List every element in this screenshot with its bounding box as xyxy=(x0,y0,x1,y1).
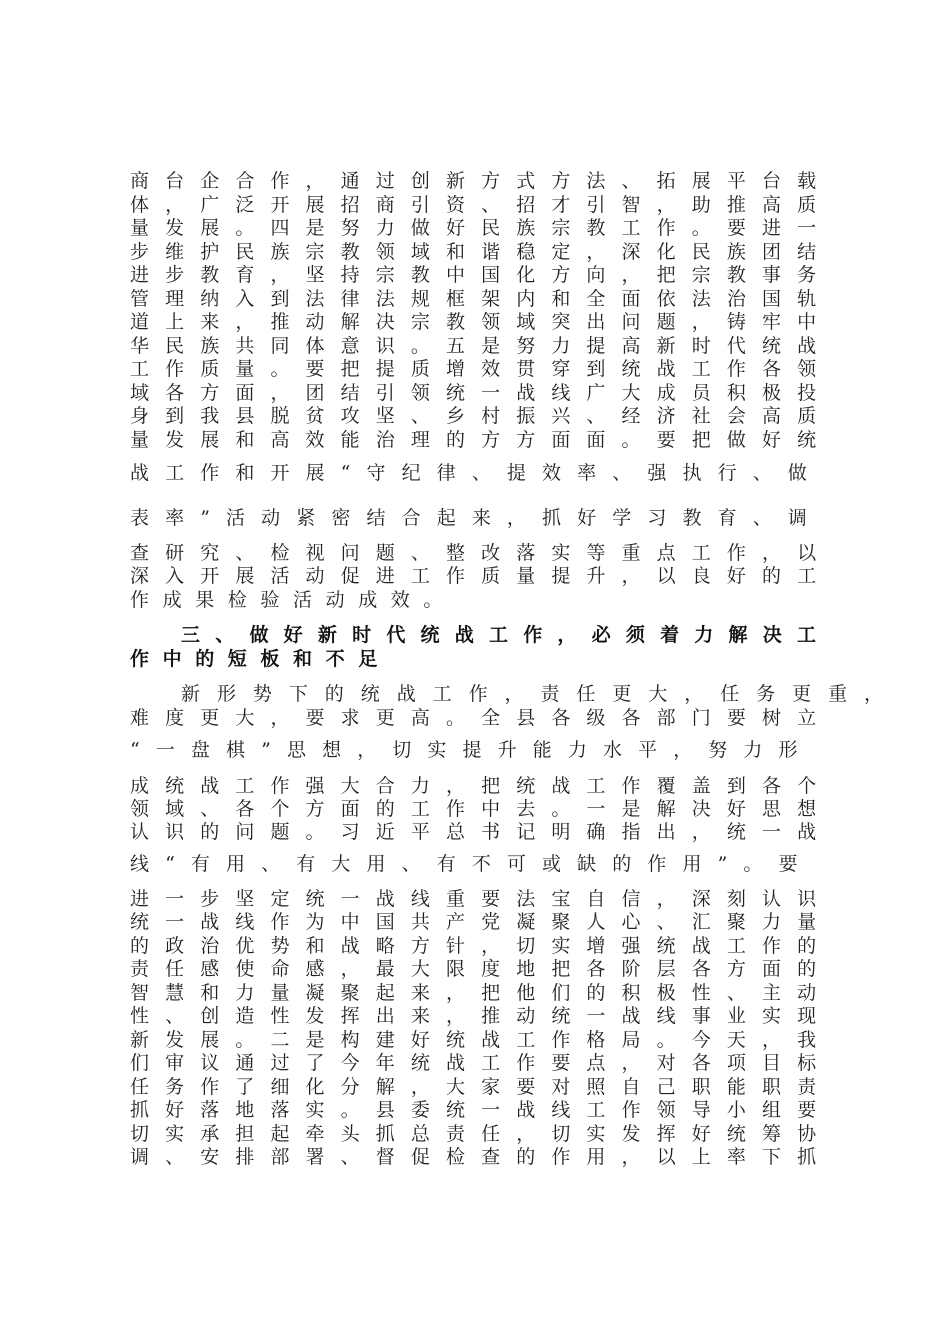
text-line: 作成果检验活动成效。 xyxy=(130,589,457,611)
text-line: 调、安排部署、督促检查的作用，以上率下抓 xyxy=(130,1146,833,1168)
text-line: 切实承担起牵头抓总责任，切实发挥好统筹协 xyxy=(130,1123,833,1145)
text-line: 商台企合作，通过创新方式方法、拓展平台载 xyxy=(130,170,833,192)
text-line: 任务作了细化分解，大家要对照自己职能职责 xyxy=(130,1076,833,1098)
text-line: 成统战工作强大合力，把统战工作覆盖到各个 xyxy=(130,775,833,797)
text-line: 领域、各个方面的工作中去。一是解决好思想 xyxy=(130,798,833,820)
text-line: 抓好落地落实。县委统一战线工作领导小组要 xyxy=(130,1099,833,1121)
text-line: 统一战线作为中国共产党凝聚人心、汇聚力量 xyxy=(130,911,833,933)
text-line: 智慧和力量凝聚起来，把他们的积极性、主动 xyxy=(130,982,833,1004)
text-line: 量发展和高效能治理的方方面面。要把做好统 xyxy=(130,429,833,451)
text-line: 步维护民族宗教领域和谐稳定，深化民族团结 xyxy=(130,241,833,263)
text-line: 战工作和开展“守纪律、提效率、强执行、做 xyxy=(130,462,823,484)
text-line: 性、创造性发挥出来，推动统一战线事业实现 xyxy=(130,1005,833,1027)
text-line: 新发展。二是构建好统战工作格局。今天，我 xyxy=(130,1029,833,1051)
text-line: 道上来，推动解决宗教领域突出问题，铸牢中 xyxy=(130,311,833,333)
text-line: 身到我县脱贫攻坚、乡村振兴、经济社会高质 xyxy=(130,405,833,427)
text-line: 的政治优势和战略方针，切实增强统战工作的 xyxy=(130,935,833,957)
text-line: 进步教育，坚持宗教中国化方向，把宗教事务 xyxy=(130,264,833,286)
text-line: 量发展。四是努力做好民族宗教工作。要进一 xyxy=(130,217,833,239)
text-line: 认识的问题。习近平总书记明确指出，统一战 xyxy=(130,821,833,843)
section-heading: 三、做好新时代统战工作，必须着力解决工 xyxy=(181,624,832,646)
section-heading: 作中的短板和不足 xyxy=(130,648,391,670)
text-line: “一盘棋”思想，切实提升能力水平，努力形 xyxy=(130,739,814,761)
text-line: 表率”活动紧密结合起来，抓好学习教育、调 xyxy=(130,507,823,529)
text-line: 华民族共同体意识。五是努力提高新时代统战 xyxy=(130,335,833,357)
text-line: 线“有用、有大用、有不可或缺的作用”。要 xyxy=(130,853,814,875)
text-line: 域各方面，团结引领统一战线广大成员积极投 xyxy=(130,382,833,404)
text-line: 们审议通过了今年统战工作要点，对各项目标 xyxy=(130,1052,833,1074)
text-line: 工作质量。要把提质增效贯穿到统战工作各领 xyxy=(130,358,833,380)
text-line: 体，广泛开展招商引资、招才引智，助推高质 xyxy=(130,194,833,216)
text-line: 查研究、检视问题、整改落实等重点工作，以 xyxy=(130,542,833,564)
text-line: 深入开展活动促进工作质量提升，以良好的工 xyxy=(130,565,833,587)
text-line: 难度更大，要求更高。全县各级各部门要树立 xyxy=(130,707,833,729)
text-line: 管理纳入到法律法规框架内和全面依法治国轨 xyxy=(130,288,833,310)
text-line: 责任感使命感，最大限度地把各阶层各方面的 xyxy=(130,958,833,980)
text-line: 新形势下的统战工作，责任更大，任务更重， xyxy=(181,683,901,705)
text-line: 进一步坚定统一战线重要法宝自信，深刻认识 xyxy=(130,888,833,910)
